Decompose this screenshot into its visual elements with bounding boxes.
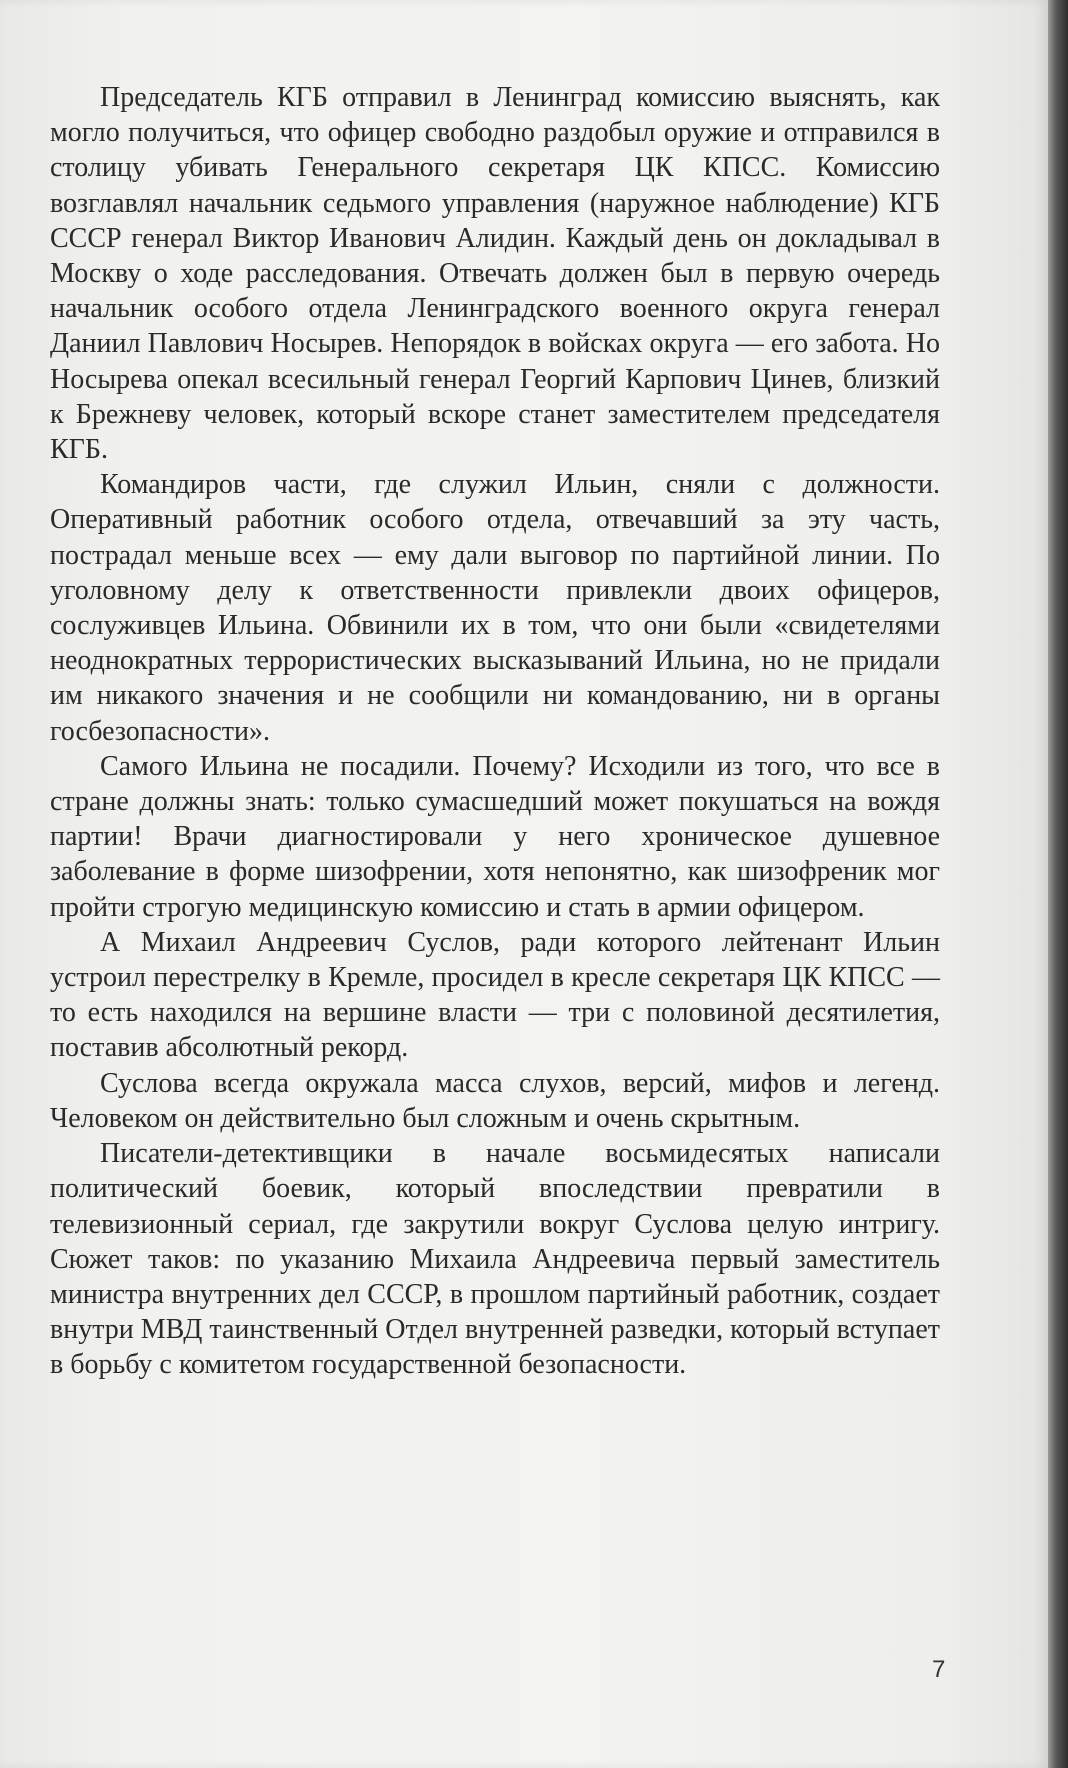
paragraph-1: Председатель КГБ отправил в Ленинград комиссию выяснять, как могло получиться, что офицер свободно раздобыл оружие и отправился в столицу убивать Генерального секретаря ЦК КПСС. Комиссию возглавлял начальник седьмого управления (наружное наблюдение) КГБ СССР генерал Виктор Иванович Алидин. Каждый день он докладывал в Москву о ходе расследования. Отвечать должен был в первую очередь начальник особого отдела Ленинградского военного округа генерал Даниил Павлович Носырев. Непорядок в войсках округа — его забота. Но Носырева опекал всесильный генерал Георгий Карпович Цинев, близкий к Брежневу человек, который вскоре станет заместителем председателя КГБ. <box>50 82 940 466</box>
paragraph-3: Самого Ильина не посадили. Почему? Исходили из того, что все в стране должны знать: только сумасшедший может покушаться на вождя партии! Врачи диагностировали у него хроническое душевное заболевание в форме шизофрении, хотя непонятно, как шизофреник мог пройти строгую медицинскую комиссию и стать в армии офицером. <box>50 750 940 923</box>
paragraph-4: А Михаил Андреевич Суслов, ради которого лейтенант Ильин устроил перестрелку в Кремле, просидел в кресле секретаря ЦК КПСС — то есть находился на вершине власти — три с половиной десятилетия, поставив абсолютный рекорд. <box>50 926 940 1064</box>
paragraph-2: Командиров части, где служил Ильин, сняли с должности. Оперативный работник особого отдела, отвечавший за эту часть, пострадал меньше всех — ему дали выговор по партийной линии. По уголовному делу к ответственности привлекли двоих офицеров, сослуживцев Ильина. Обвинили их в том, что они были «свидетелями неоднократных террористических высказываний Ильина, но не придали им никакого значения и не сообщили ни командованию, ни в органы госбезопасности». <box>50 469 940 747</box>
page-number: 7 <box>932 1656 946 1683</box>
body-text <box>50 80 940 1383</box>
page-edge-shadow <box>1048 0 1068 1768</box>
paragraph-6: Писатели-детективщики в начале восьмидесятых написали политический боевик, который впоследствии превратили в телевизионный сериал, где закрутили вокруг Суслова целую интригу. Сюжет таков: по указанию Михаила Андреевича первый заместитель министра внутренних дел СССР, в прошлом партийный работник, создает внутри МВД таинственный Отдел внутренней разведки, который вступает в борьбу с комитетом государственной безопасности. <box>50 1138 940 1381</box>
paragraph-5: Суслова всегда окружала масса слухов, версий, мифов и легенд. Человеком он действительно был сложным и очень скрытным. <box>50 1067 940 1134</box>
